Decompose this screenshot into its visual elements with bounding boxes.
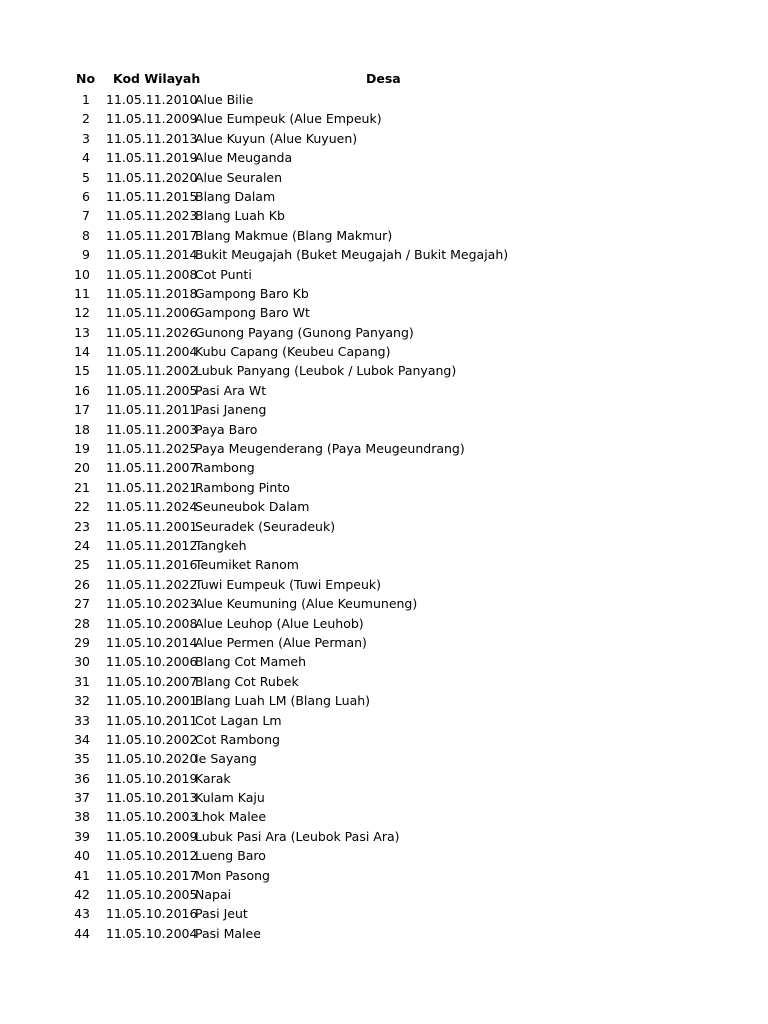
row-desa-name: Alue Permen (Alue Perman) <box>195 634 367 650</box>
table-row <box>0 594 768 613</box>
table-row <box>0 323 768 342</box>
row-number: 8 <box>82 227 90 243</box>
row-number: 7 <box>82 208 90 224</box>
row-number: 32 <box>74 693 90 709</box>
row-desa-name: Rambong <box>195 460 255 476</box>
table-row <box>0 284 768 303</box>
table-row <box>0 265 768 284</box>
table-row <box>0 652 768 671</box>
row-number: 15 <box>74 363 90 379</box>
table-row <box>0 846 768 865</box>
row-number: 29 <box>74 634 90 650</box>
row-number: 17 <box>74 402 90 418</box>
table-row <box>0 866 768 885</box>
row-number: 20 <box>74 460 90 476</box>
row-desa-name: Alue Bilie <box>195 92 254 107</box>
row-kode-wilayah: 11.05.11.2007 <box>106 460 198 476</box>
row-desa-name: Pasi Malee <box>195 925 261 941</box>
row-number: 27 <box>74 596 90 612</box>
table-row <box>0 303 768 322</box>
table-row <box>0 478 768 497</box>
row-number: 13 <box>74 324 90 340</box>
row-number: 35 <box>74 751 90 767</box>
table-row <box>0 730 768 749</box>
table-row <box>0 109 768 128</box>
row-kode-wilayah: 11.05.10.2001 <box>106 693 198 709</box>
table-header <box>0 68 768 90</box>
table-row <box>0 342 768 361</box>
table-row <box>0 361 768 380</box>
row-number: 25 <box>74 557 90 573</box>
row-number: 18 <box>74 421 90 437</box>
row-number: 44 <box>74 925 90 941</box>
table-row <box>0 749 768 768</box>
row-desa-name: Lhok Malee <box>195 809 267 825</box>
row-kode-wilayah: 11.05.10.2006 <box>106 654 198 670</box>
row-desa-name: Blang Luah LM (Blang Luah) <box>195 693 371 709</box>
row-kode-wilayah: 11.05.11.2003 <box>106 421 198 437</box>
table-row <box>0 555 768 574</box>
table-row <box>0 206 768 225</box>
row-kode-wilayah: 11.05.10.2019 <box>106 770 198 786</box>
table-row <box>0 691 768 710</box>
table-row <box>0 497 768 516</box>
row-desa-name: Alue Leuhop (Alue Leuhob) <box>195 615 364 631</box>
table-row <box>0 381 768 400</box>
table-row <box>0 168 768 187</box>
row-kode-wilayah: 11.05.11.2016 <box>106 557 198 573</box>
table-row <box>0 885 768 904</box>
row-number: 9 <box>82 247 90 263</box>
row-number: 11 <box>74 285 90 301</box>
table-row <box>0 807 768 826</box>
row-number: 39 <box>74 828 90 844</box>
row-desa-name: Seuradek (Seuradeuk) <box>195 518 336 534</box>
row-number: 1 <box>82 92 90 107</box>
row-number: 28 <box>74 615 90 631</box>
row-kode-wilayah: 11.05.11.2015 <box>106 188 198 204</box>
row-number: 2 <box>82 111 90 127</box>
table-row <box>0 788 768 807</box>
row-kode-wilayah: 11.05.11.2002 <box>106 363 198 379</box>
row-kode-wilayah: 11.05.10.2003 <box>106 809 198 825</box>
row-desa-name: Tuwi Eumpeuk (Tuwi Empeuk) <box>195 576 382 592</box>
row-number: 41 <box>74 867 90 883</box>
row-kode-wilayah: 11.05.10.2009 <box>106 828 198 844</box>
row-kode-wilayah: 11.05.10.2014 <box>106 634 198 650</box>
table-row <box>0 129 768 148</box>
row-kode-wilayah: 11.05.11.2020 <box>106 169 198 185</box>
row-number: 5 <box>82 169 90 185</box>
table-row <box>0 711 768 730</box>
table-row <box>0 90 768 109</box>
table-row <box>0 672 768 691</box>
row-desa-name: Lubuk Panyang (Leubok / Lubok Panyang) <box>195 363 457 379</box>
row-kode-wilayah: 11.05.10.2004 <box>106 925 198 941</box>
row-desa-name: Lubuk Pasi Ara (Leubok Pasi Ara) <box>195 828 400 844</box>
row-kode-wilayah: 11.05.10.2020 <box>106 751 198 767</box>
row-desa-name: Blang Dalam <box>195 188 276 204</box>
row-desa-name: Cot Rambong <box>195 731 280 747</box>
row-kode-wilayah: 11.05.11.2009 <box>106 111 198 127</box>
header-kode-wilayah: Kod Wilayah <box>113 71 201 86</box>
row-kode-wilayah: 11.05.11.2005 <box>106 382 198 398</box>
row-kode-wilayah: 11.05.10.2013 <box>106 790 198 806</box>
row-number: 22 <box>74 499 90 515</box>
row-kode-wilayah: 11.05.11.2013 <box>106 130 198 146</box>
row-kode-wilayah: 11.05.11.2010 <box>106 92 198 107</box>
row-desa-name: Alue Meuganda <box>195 150 293 166</box>
row-desa-name: Pasi Jeut <box>195 906 248 922</box>
table-row <box>0 633 768 652</box>
row-desa-name: Paya Baro <box>195 421 258 437</box>
table-row <box>0 420 768 439</box>
row-desa-name: Blang Cot Rubek <box>195 673 299 689</box>
row-desa-name: Pasi Janeng <box>195 402 267 418</box>
row-kode-wilayah: 11.05.10.2012 <box>106 848 198 864</box>
row-desa-name: Seuneubok Dalam <box>195 499 310 515</box>
header-desa: Desa <box>366 71 401 86</box>
row-desa-name: Alue Eumpeuk (Alue Empeuk) <box>195 111 382 127</box>
table-body <box>0 90 768 943</box>
row-number: 43 <box>74 906 90 922</box>
table-row <box>0 614 768 633</box>
row-number: 31 <box>74 673 90 689</box>
row-number: 3 <box>82 130 90 146</box>
row-kode-wilayah: 11.05.11.2022 <box>106 576 198 592</box>
row-kode-wilayah: 11.05.10.2023 <box>106 596 198 612</box>
row-desa-name: Rambong Pinto <box>195 479 290 495</box>
row-number: 36 <box>74 770 90 786</box>
table-row <box>0 439 768 458</box>
row-desa-name: Kulam Kaju <box>195 790 265 806</box>
row-number: 19 <box>74 441 90 457</box>
table-row <box>0 187 768 206</box>
row-desa-name: Teumiket Ranom <box>195 557 299 573</box>
table-row <box>0 827 768 846</box>
row-number: 6 <box>82 188 90 204</box>
row-kode-wilayah: 11.05.11.2006 <box>106 305 198 321</box>
row-kode-wilayah: 11.05.11.2025 <box>106 441 198 457</box>
row-kode-wilayah: 11.05.11.2004 <box>106 344 198 360</box>
row-number: 26 <box>74 576 90 592</box>
row-desa-name: Lueng Baro <box>195 848 266 864</box>
row-kode-wilayah: 11.05.11.2023 <box>106 208 198 224</box>
row-desa-name: Cot Punti <box>195 266 252 282</box>
row-desa-name: Mon Pasong <box>195 867 270 883</box>
row-number: 10 <box>74 266 90 282</box>
row-desa-name: Bukit Meugajah (Buket Meugajah / Bukit Megajah) <box>195 247 509 263</box>
table-row <box>0 924 768 943</box>
header-no: No <box>76 71 96 86</box>
row-desa-name: Alue Keumuning (Alue Keumuneng) <box>195 596 418 612</box>
row-kode-wilayah: 11.05.11.2021 <box>106 479 198 495</box>
table-row <box>0 148 768 167</box>
row-kode-wilayah: 11.05.11.2026 <box>106 324 198 340</box>
row-desa-name: Napai <box>195 887 232 903</box>
table-row <box>0 575 768 594</box>
row-number: 23 <box>74 518 90 534</box>
row-kode-wilayah: 11.05.10.2007 <box>106 673 198 689</box>
village-table <box>0 68 768 943</box>
row-kode-wilayah: 11.05.11.2017 <box>106 227 198 243</box>
row-kode-wilayah: 11.05.10.2002 <box>106 731 198 747</box>
row-number: 42 <box>74 887 90 903</box>
row-number: 24 <box>74 537 90 553</box>
row-number: 4 <box>82 150 90 166</box>
row-desa-name: Cot Lagan Lm <box>195 712 282 728</box>
table-row <box>0 536 768 555</box>
row-desa-name: Alue Seuralen <box>195 169 283 185</box>
row-desa-name: Blang Makmue (Blang Makmur) <box>195 227 393 243</box>
row-kode-wilayah: 11.05.11.2018 <box>106 285 198 301</box>
row-desa-name: Gunong Payang (Gunong Panyang) <box>195 324 414 340</box>
row-number: 37 <box>74 790 90 806</box>
row-kode-wilayah: 11.05.11.2011 <box>106 402 198 418</box>
row-kode-wilayah: 11.05.11.2014 <box>106 247 198 263</box>
row-number: 30 <box>74 654 90 670</box>
row-number: 34 <box>74 731 90 747</box>
row-kode-wilayah: 11.05.11.2012 <box>106 537 198 553</box>
row-desa-name: Gampong Baro Kb <box>195 285 309 301</box>
row-desa-name: Kubu Capang (Keubeu Capang) <box>195 344 391 360</box>
row-kode-wilayah: 11.05.11.2008 <box>106 266 198 282</box>
row-number: 40 <box>74 848 90 864</box>
row-kode-wilayah: 11.05.11.2024 <box>106 499 198 515</box>
row-desa-name: Alue Kuyun (Alue Kuyuen) <box>195 130 358 146</box>
row-number: 16 <box>74 382 90 398</box>
row-number: 14 <box>74 344 90 360</box>
row-desa-name: Pasi Ara Wt <box>195 382 267 398</box>
table-row <box>0 517 768 536</box>
row-kode-wilayah: 11.05.10.2011 <box>106 712 198 728</box>
row-kode-wilayah: 11.05.10.2005 <box>106 887 198 903</box>
row-kode-wilayah: 11.05.11.2019 <box>106 150 198 166</box>
row-desa-name: Gampong Baro Wt <box>195 305 310 321</box>
row-number: 33 <box>74 712 90 728</box>
table-row <box>0 245 768 264</box>
table-row <box>0 458 768 477</box>
table-row <box>0 400 768 419</box>
table-row <box>0 904 768 923</box>
row-desa-name: Karak <box>195 770 231 786</box>
row-number: 38 <box>74 809 90 825</box>
row-desa-name: Paya Meugenderang (Paya Meugeundrang) <box>195 441 465 457</box>
row-desa-name: Blang Luah Kb <box>195 208 285 224</box>
row-kode-wilayah: 11.05.10.2017 <box>106 867 198 883</box>
row-kode-wilayah: 11.05.10.2016 <box>106 906 198 922</box>
table-row <box>0 226 768 245</box>
row-desa-name: Ie Sayang <box>195 751 257 767</box>
row-kode-wilayah: 11.05.10.2008 <box>106 615 198 631</box>
row-kode-wilayah: 11.05.11.2001 <box>106 518 198 534</box>
row-desa-name: Blang Cot Mameh <box>195 654 307 670</box>
table-row <box>0 769 768 788</box>
row-desa-name: Tangkeh <box>195 537 247 553</box>
row-number: 12 <box>74 305 90 321</box>
row-number: 21 <box>74 479 90 495</box>
